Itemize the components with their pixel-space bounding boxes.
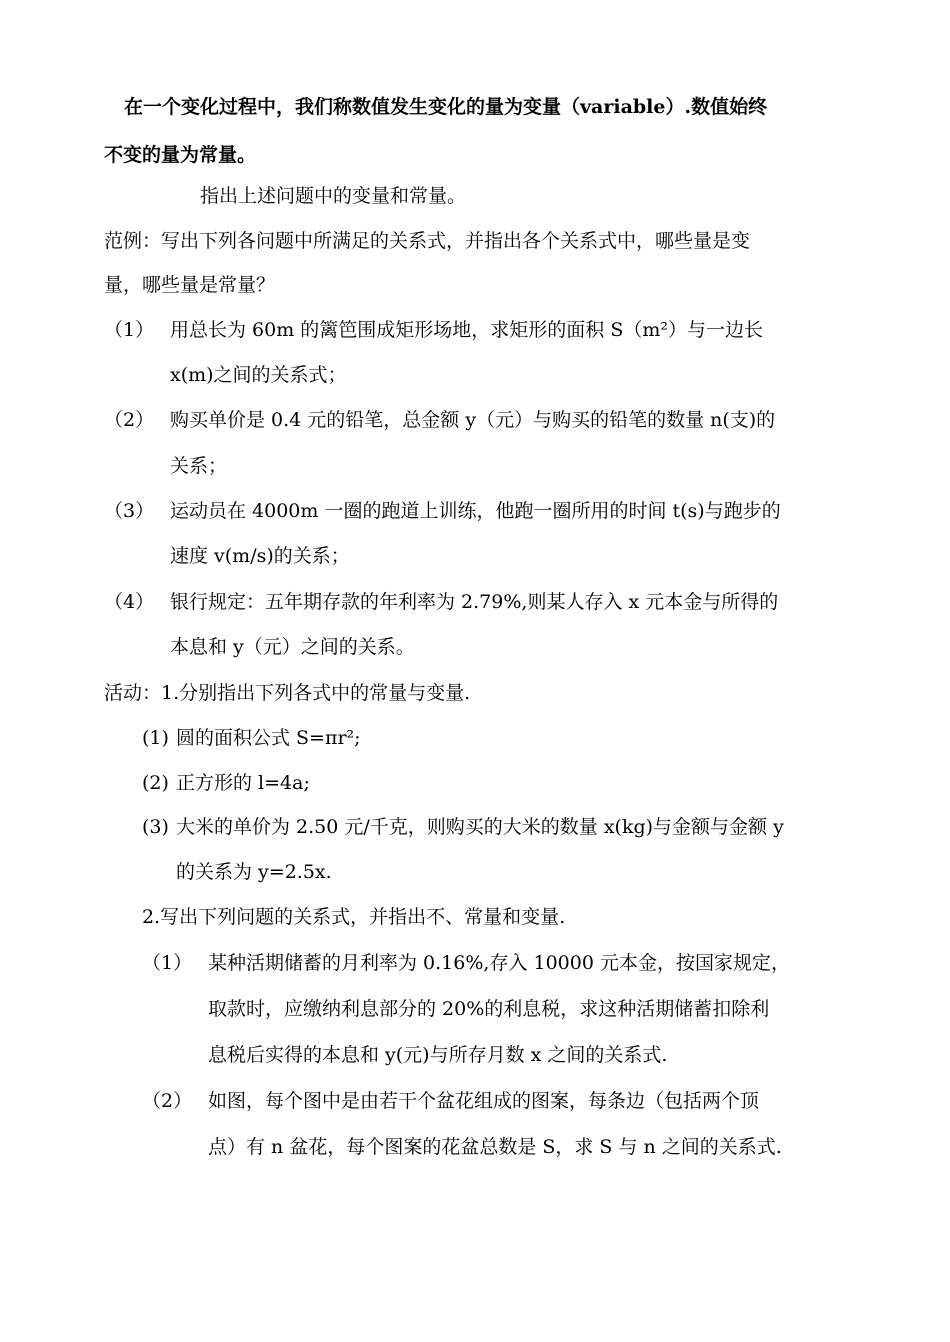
example-item-number: （2） <box>104 409 155 431</box>
activity-item-text: 的关系为 y=2.5x. <box>176 861 332 883</box>
activity-item-number: (1) <box>142 727 169 749</box>
activity-part2-heading: 2.写出下列问题的关系式，并指出不、常量和变量. <box>142 906 566 928</box>
example-item-number: （4） <box>104 591 155 613</box>
activity-part2-item-text: 某种活期储蓄的月利率为 0.16%,存入 10000 元本金，按国家规定， <box>208 952 790 974</box>
activity-part2-item-text: 取款时，应缴纳利息部分的 20%的利息税，求这种活期储蓄扣除利 <box>208 998 770 1020</box>
activity-part2-item-text: 息税后实得的本息和 y(元)与所存月数 x 之间的关系式. <box>208 1044 668 1066</box>
definition-line-1: 在一个变化过程中，我们称数值发生变化的量为变量（variable）.数值始终 <box>124 96 768 118</box>
activity-item-number: (3) <box>142 816 169 838</box>
example-item-number: （1） <box>104 319 155 341</box>
activity-part2-item-text: 如图，每个图中是由若干个盆花组成的图案，每条边（包括两个顶 <box>208 1090 760 1112</box>
example-intro-line-2: 量，哪些量是常量？ <box>104 274 276 296</box>
activity-heading: 活动：1.分别指出下列各式中的常量与变量. <box>104 682 471 704</box>
example-item-text: 关系； <box>170 455 228 477</box>
example-item-text: 用总长为 60m 的篱笆围成矩形场地，求矩形的面积 S（m²）与一边长 <box>170 319 763 341</box>
activity-part2-item-text: 点）有 n 盆花，每个图案的花盆总数是 S，求 S 与 n 之间的关系式. <box>208 1136 782 1158</box>
example-intro-line-1: 范例：写出下列各问题中所满足的关系式，并指出各个关系式中，哪些量是变 <box>104 230 751 252</box>
activity-item-number: (2) <box>142 772 169 794</box>
activity-part2-item-number: （1） <box>142 952 193 974</box>
example-item-text: 银行规定：五年期存款的年利率为 2.79%,则某人存入 x 元本金与所得的 <box>170 591 779 613</box>
example-item-text: 购买单价是 0.4 元的铅笔，总金额 y（元）与购买的铅笔的数量 n(支)的 <box>170 409 776 431</box>
activity-item-text: 正方形的 l=4a; <box>176 772 310 794</box>
example-item-number: （3） <box>104 500 155 522</box>
example-item-text: 本息和 y（元）之间的关系。 <box>170 636 415 658</box>
activity-part2-item-number: （2） <box>142 1090 193 1112</box>
instruction-text: 指出上述问题中的变量和常量。 <box>200 185 467 207</box>
activity-item-text: 圆的面积公式 S=πr²; <box>176 727 361 749</box>
example-item-text: x(m)之间的关系式； <box>170 364 347 386</box>
example-item-text: 速度 v(m/s)的关系； <box>170 545 350 567</box>
activity-item-text: 大米的单价为 2.50 元/千克，则购买的大米的数量 x(kg)与金额与金额 y <box>176 816 784 838</box>
definition-line-2: 不变的量为常量。 <box>104 144 257 166</box>
example-item-text: 运动员在 4000m 一圈的跑道上训练，他跑一圈所用的时间 t(s)与跑步的 <box>170 500 781 522</box>
